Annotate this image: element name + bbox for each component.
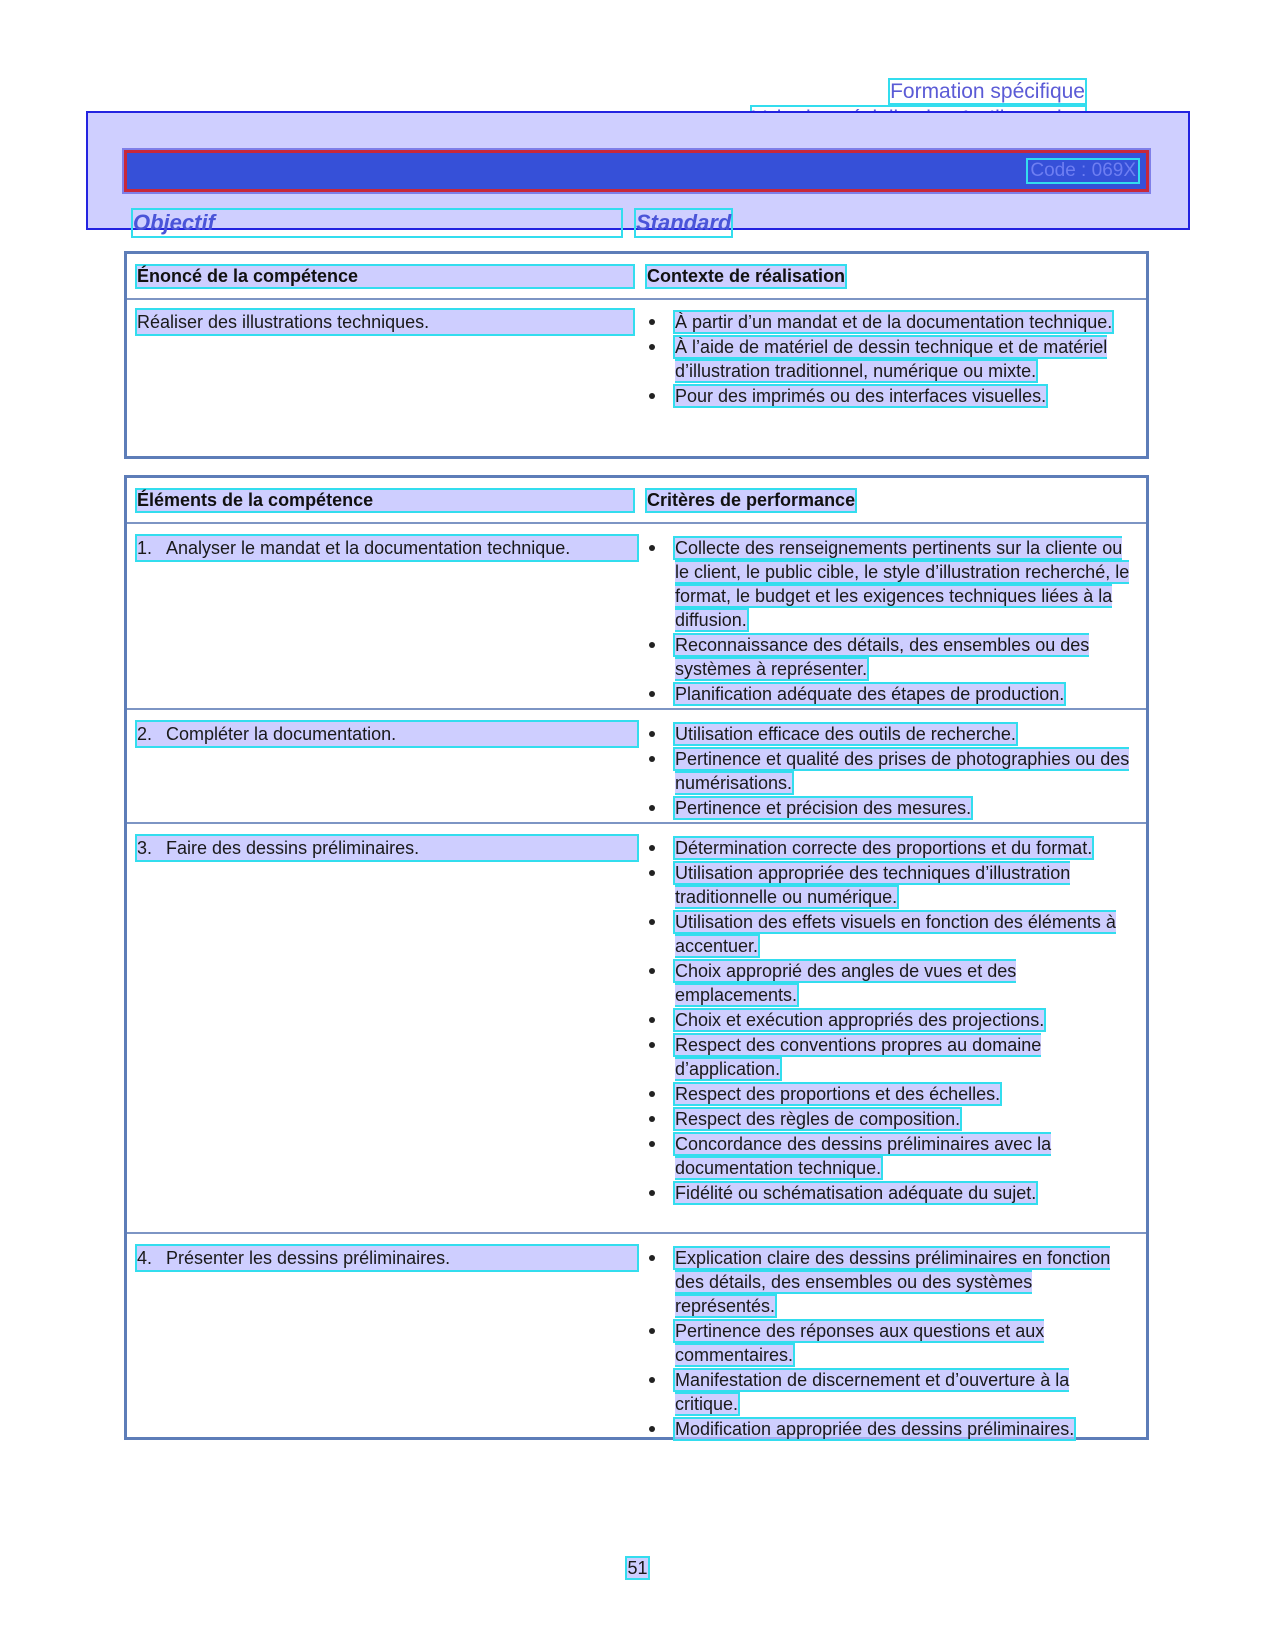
criteria-list (647, 536, 1137, 707)
bullet-icon (649, 642, 655, 648)
bullet-icon (649, 1091, 655, 1097)
bullet-icon (649, 1042, 655, 1048)
bullet-item (647, 536, 1137, 632)
bullet-icon (649, 1190, 655, 1196)
table-row (127, 824, 1146, 1234)
bullet-icon (649, 545, 655, 551)
bullet-item (647, 1033, 1137, 1081)
bullet-icon (649, 731, 655, 737)
table-row (127, 1234, 1146, 1438)
bullet-icon (649, 1017, 655, 1023)
objectif-label: Objectif (133, 210, 621, 236)
bullet-icon (649, 870, 655, 876)
bullet-text: Choix approprié des angles de vues et des emplacements. (675, 961, 1017, 1005)
code-label: Code : (1030, 160, 1087, 181)
table-header (127, 254, 1146, 300)
statement-header: Énoncé de la compétence (137, 266, 633, 287)
bullet-text: Choix et exécution appropriés des projections. (675, 1010, 1045, 1030)
bullet-item (647, 910, 1137, 958)
criteria-list (647, 722, 1137, 821)
bullet-icon (649, 319, 655, 325)
bullet-text: À partir d’un mandat et de la documentation technique. (675, 312, 1113, 332)
element-text: Compléter la documentation. (166, 724, 397, 744)
bullet-icon (649, 344, 655, 350)
competency-elements-table (124, 475, 1149, 1440)
table-row (127, 524, 1146, 710)
element-cell (137, 722, 637, 746)
page-number: 51 (627, 1558, 648, 1578)
bullet-item (647, 1246, 1137, 1318)
element-text: Analyser le mandat et la documentation technique. (166, 538, 571, 558)
element-number: 1. (137, 538, 153, 558)
bullet-text: Manifestation de discernement et d’ouverture à la critique. (675, 1370, 1070, 1414)
competency-statement-table (124, 251, 1149, 459)
bullet-text: Concordance des dessins préliminaires avec la documentation technique. (675, 1134, 1052, 1178)
bullet-text: À l’aide de matériel de dessin technique et de matériel d’illustration traditionnel, numérique ou mixte. (675, 337, 1108, 381)
bullet-item (647, 384, 1137, 408)
bullet-text: Explication claire des dessins préliminaires en fonction des détails, des ensembles ou des systèmes représentés. (675, 1248, 1111, 1316)
bullet-text: Modification appropriée des dessins préliminaires. (675, 1419, 1075, 1439)
bullet-icon (649, 756, 655, 762)
bullet-icon (649, 1426, 655, 1432)
bullet-item (647, 633, 1137, 681)
context-list (647, 310, 1137, 409)
bullet-text: Pertinence et qualité des prises de photographies ou des numérisations. (675, 749, 1130, 793)
bullet-icon (649, 1255, 655, 1261)
bullet-item (647, 682, 1137, 706)
bullet-item (647, 796, 1137, 820)
criteria-header: Critères de performance (647, 490, 856, 510)
bullet-item (647, 1008, 1137, 1032)
bullet-text: Respect des proportions et des échelles. (675, 1084, 1001, 1104)
bullet-icon (649, 1116, 655, 1122)
bullet-item (647, 1319, 1137, 1367)
bullet-icon (649, 1377, 655, 1383)
bullet-item (647, 1368, 1137, 1416)
table-header (127, 478, 1146, 524)
bullet-icon (649, 393, 655, 399)
standard-label: Standard (636, 210, 732, 235)
bullet-icon (649, 805, 655, 811)
bullet-icon (649, 1141, 655, 1147)
bullet-text: Utilisation des effets visuels en fonction des éléments à accentuer. (675, 912, 1116, 956)
bullet-item (647, 310, 1137, 334)
criteria-list (647, 1246, 1137, 1442)
bullet-text: Collecte des renseignements pertinents sur la cliente ou le client, le public cible, le style d’illustration recherché, le format, le budget et les exigences techniques liées à la diffusion. (675, 538, 1130, 630)
element-text: Présenter les dessins préliminaires. (166, 1248, 451, 1268)
bullet-text: Pertinence des réponses aux questions et aux commentaires. (675, 1321, 1045, 1365)
element-number: 3. (137, 838, 153, 858)
bullet-item (647, 335, 1137, 383)
bullet-item (647, 722, 1137, 746)
bullet-item (647, 1107, 1137, 1131)
bullet-icon (649, 691, 655, 697)
bullet-text: Pertinence et précision des mesures. (675, 798, 972, 818)
bullet-icon (649, 845, 655, 851)
bullet-text: Respect des règles de composition. (675, 1109, 961, 1129)
element-cell (137, 1246, 637, 1270)
code-value: 069X (1091, 160, 1136, 181)
element-cell (137, 536, 637, 560)
bullet-item (647, 747, 1137, 795)
bullet-text: Utilisation efficace des outils de recherche. (675, 724, 1016, 744)
element-number: 4. (137, 1248, 153, 1268)
page-number-container (0, 1558, 1275, 1579)
bullet-item (647, 836, 1137, 860)
bullet-text: Planification adéquate des étapes de production. (675, 684, 1065, 704)
criteria-list (647, 836, 1137, 1206)
table-row (127, 710, 1146, 824)
bullet-icon (649, 1328, 655, 1334)
bullet-icon (649, 919, 655, 925)
bullet-icon (649, 968, 655, 974)
bullet-item (647, 959, 1137, 1007)
bullet-item (647, 1417, 1137, 1441)
context-header: Contexte de réalisation (647, 266, 846, 286)
elements-header: Éléments de la compétence (137, 490, 633, 511)
element-text: Faire des dessins préliminaires. (166, 838, 420, 858)
bullet-text: Utilisation appropriée des techniques d’illustration traditionnelle ou numérique. (675, 863, 1071, 907)
program-title: Formation spécifique (890, 80, 1085, 103)
bullet-item (647, 1132, 1137, 1180)
table-row (127, 300, 1146, 458)
bullet-text: Reconnaissance des détails, des ensembles ou des systèmes à représenter. (675, 635, 1090, 679)
bullet-item (647, 1181, 1137, 1205)
bullet-item (647, 1082, 1137, 1106)
competency-code (1028, 160, 1138, 182)
bullet-text: Fidélité ou schématisation adéquate du sujet. (675, 1183, 1037, 1203)
bullet-text: Détermination correcte des proportions et du format. (675, 838, 1093, 858)
bullet-item (647, 861, 1137, 909)
competency-statement: Réaliser des illustrations techniques. (137, 310, 633, 334)
bullet-text: Respect des conventions propres au domaine d’application. (675, 1035, 1042, 1079)
element-cell (137, 836, 637, 860)
code-bar (124, 150, 1149, 192)
bullet-text: Pour des imprimés ou des interfaces visuelles. (675, 386, 1047, 406)
element-number: 2. (137, 724, 153, 744)
